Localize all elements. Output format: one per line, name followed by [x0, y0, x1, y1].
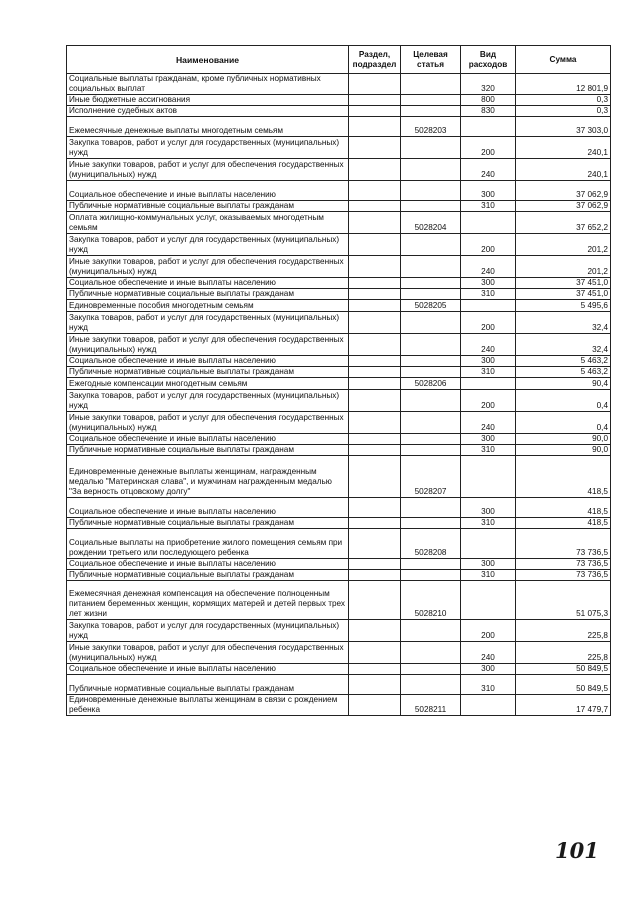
- cell-target: 5028203: [401, 117, 461, 137]
- cell-sum: 240,1: [516, 137, 611, 159]
- cell-sum: 201,2: [516, 256, 611, 278]
- cell-type: [461, 456, 516, 498]
- cell-type: 310: [461, 675, 516, 695]
- cell-sum: 12 801,9: [516, 74, 611, 95]
- cell-name: Оплата жилищно-коммунальных услуг, оказываемых многодетным семьям: [67, 212, 349, 234]
- cell-sum: 50 849,5: [516, 664, 611, 675]
- cell-sum: 5 463,2: [516, 367, 611, 378]
- cell-sum: 418,5: [516, 456, 611, 498]
- cell-name: Иные закупки товаров, работ и услуг для обеспечения государственных (муниципальных) нужд: [67, 159, 349, 181]
- cell-sum: 0,3: [516, 95, 611, 106]
- cell-name: Иные закупки товаров, работ и услуг для обеспечения государственных (муниципальных) нужд: [67, 642, 349, 664]
- cell-name: Социальное обеспечение и иные выплаты населению: [67, 559, 349, 570]
- cell-sum: 418,5: [516, 498, 611, 518]
- cell-target: [401, 278, 461, 289]
- cell-target: 5028206: [401, 378, 461, 390]
- cell-section: [349, 642, 401, 664]
- cell-type: 310: [461, 445, 516, 456]
- table-row: [67, 117, 611, 137]
- page-number: 101: [555, 838, 599, 863]
- cell-sum: 225,8: [516, 620, 611, 642]
- cell-section: [349, 518, 401, 529]
- table-row: [67, 201, 611, 212]
- cell-name: Публичные нормативные социальные выплаты гражданам: [67, 518, 349, 529]
- table-row: [67, 256, 611, 278]
- cell-section: [349, 456, 401, 498]
- header-target: Целевая статья: [401, 46, 461, 74]
- cell-target: [401, 356, 461, 367]
- cell-target: [401, 390, 461, 412]
- cell-section: [349, 559, 401, 570]
- cell-type: [461, 117, 516, 137]
- cell-type: 300: [461, 278, 516, 289]
- cell-name: Социальное обеспечение и иные выплаты населению: [67, 664, 349, 675]
- cell-sum: 90,0: [516, 445, 611, 456]
- cell-type: [461, 300, 516, 312]
- cell-target: [401, 106, 461, 117]
- cell-type: 310: [461, 201, 516, 212]
- cell-section: [349, 74, 401, 95]
- cell-sum: 37 652,2: [516, 212, 611, 234]
- table-row: [67, 664, 611, 675]
- cell-sum: 90,4: [516, 378, 611, 390]
- cell-section: [349, 356, 401, 367]
- cell-section: [349, 312, 401, 334]
- cell-target: [401, 181, 461, 201]
- cell-name: Публичные нормативные социальные выплаты гражданам: [67, 445, 349, 456]
- cell-section: [349, 378, 401, 390]
- table-row: [67, 445, 611, 456]
- cell-section: [349, 620, 401, 642]
- cell-name: Закупка товаров, работ и услуг для государственных (муниципальных) нужд: [67, 312, 349, 334]
- cell-name: Иные закупки товаров, работ и услуг для обеспечения государственных (муниципальных) нужд: [67, 334, 349, 356]
- cell-target: [401, 74, 461, 95]
- cell-target: [401, 518, 461, 529]
- cell-type: [461, 529, 516, 559]
- cell-target: [401, 445, 461, 456]
- cell-name: Социальное обеспечение и иные выплаты населению: [67, 498, 349, 518]
- cell-type: 200: [461, 312, 516, 334]
- cell-type: 300: [461, 498, 516, 518]
- cell-section: [349, 412, 401, 434]
- cell-name: Единовременные денежные выплаты женщинам, награжденным медалью "Материнская слава", и мужчинам награжденным медалью "За верность отцовскому долгу": [67, 456, 349, 498]
- cell-sum: 5 495,6: [516, 300, 611, 312]
- cell-sum: 37 303,0: [516, 117, 611, 137]
- table-row: [67, 675, 611, 695]
- cell-target: 5028210: [401, 581, 461, 620]
- table-row: [67, 581, 611, 620]
- cell-name: Закупка товаров, работ и услуг для государственных (муниципальных) нужд: [67, 137, 349, 159]
- table-row: [67, 289, 611, 300]
- cell-target: [401, 664, 461, 675]
- cell-section: [349, 106, 401, 117]
- cell-sum: 73 736,5: [516, 570, 611, 581]
- cell-section: [349, 445, 401, 456]
- cell-section: [349, 95, 401, 106]
- cell-type: 310: [461, 518, 516, 529]
- cell-section: [349, 234, 401, 256]
- table-row: [67, 559, 611, 570]
- cell-target: 5028207: [401, 456, 461, 498]
- cell-name: Закупка товаров, работ и услуг для государственных (муниципальных) нужд: [67, 620, 349, 642]
- table-row: [67, 412, 611, 434]
- cell-sum: 418,5: [516, 518, 611, 529]
- table-row: [67, 456, 611, 498]
- cell-section: [349, 664, 401, 675]
- cell-target: [401, 334, 461, 356]
- budget-table: [66, 45, 611, 716]
- cell-name: Закупка товаров, работ и услуг для государственных (муниципальных) нужд: [67, 234, 349, 256]
- cell-target: [401, 642, 461, 664]
- cell-name: Исполнение судебных актов: [67, 106, 349, 117]
- cell-target: [401, 498, 461, 518]
- table-row: [67, 620, 611, 642]
- cell-type: 240: [461, 159, 516, 181]
- cell-type: [461, 695, 516, 716]
- table-row: [67, 137, 611, 159]
- table-row: [67, 312, 611, 334]
- cell-name: Публичные нормативные социальные выплаты гражданам: [67, 570, 349, 581]
- cell-type: 300: [461, 559, 516, 570]
- cell-type: 300: [461, 664, 516, 675]
- cell-name: Социальное обеспечение и иные выплаты населению: [67, 181, 349, 201]
- cell-sum: 37 062,9: [516, 201, 611, 212]
- cell-sum: 73 736,5: [516, 529, 611, 559]
- cell-name: Иные закупки товаров, работ и услуг для обеспечения государственных (муниципальных) нужд: [67, 256, 349, 278]
- cell-target: 5028205: [401, 300, 461, 312]
- cell-sum: 37 062,9: [516, 181, 611, 201]
- cell-type: 240: [461, 412, 516, 434]
- cell-target: [401, 95, 461, 106]
- table-row: [67, 159, 611, 181]
- table-row: [67, 642, 611, 664]
- table-row: [67, 367, 611, 378]
- header-sum: Сумма: [516, 46, 611, 74]
- table-row: [67, 181, 611, 201]
- cell-name: Иные бюджетные ассигнования: [67, 95, 349, 106]
- cell-type: 310: [461, 570, 516, 581]
- cell-sum: 225,8: [516, 642, 611, 664]
- cell-section: [349, 695, 401, 716]
- cell-target: 5028204: [401, 212, 461, 234]
- header-name: Наименование: [67, 46, 349, 74]
- table-row: [67, 234, 611, 256]
- cell-target: 5028208: [401, 529, 461, 559]
- cell-target: [401, 201, 461, 212]
- table-row: [67, 74, 611, 95]
- cell-sum: 0,3: [516, 106, 611, 117]
- cell-target: [401, 367, 461, 378]
- cell-type: 240: [461, 642, 516, 664]
- cell-target: [401, 312, 461, 334]
- cell-section: [349, 498, 401, 518]
- cell-name: Публичные нормативные социальные выплаты гражданам: [67, 367, 349, 378]
- cell-type: 310: [461, 367, 516, 378]
- cell-sum: 32,4: [516, 312, 611, 334]
- cell-name: Ежегодные компенсации многодетным семьям: [67, 378, 349, 390]
- cell-target: [401, 675, 461, 695]
- cell-section: [349, 212, 401, 234]
- table-row: [67, 570, 611, 581]
- cell-target: [401, 234, 461, 256]
- cell-type: 240: [461, 334, 516, 356]
- cell-target: [401, 256, 461, 278]
- cell-name: Единовременные денежные выплаты женщинам в связи с рождением ребенка: [67, 695, 349, 716]
- cell-sum: 0,4: [516, 390, 611, 412]
- cell-type: 200: [461, 390, 516, 412]
- table-row: [67, 334, 611, 356]
- cell-type: 200: [461, 620, 516, 642]
- cell-section: [349, 300, 401, 312]
- cell-name: Закупка товаров, работ и услуг для государственных (муниципальных) нужд: [67, 390, 349, 412]
- cell-sum: 73 736,5: [516, 559, 611, 570]
- cell-name: Социальные выплаты на приобретение жилого помещения семьям при рождении третьего или последующего ребенка: [67, 529, 349, 559]
- cell-sum: 32,4: [516, 334, 611, 356]
- cell-sum: 37 451,0: [516, 289, 611, 300]
- table-row: [67, 518, 611, 529]
- cell-section: [349, 278, 401, 289]
- table-body: [67, 74, 611, 716]
- table-row: [67, 378, 611, 390]
- table-row: [67, 278, 611, 289]
- cell-name: Ежемесячная денежная компенсация на обеспечение полноценным питанием беременных женщин, кормящих матерей и детей первых трех лет жизни: [67, 581, 349, 620]
- cell-type: 200: [461, 137, 516, 159]
- cell-section: [349, 675, 401, 695]
- cell-section: [349, 529, 401, 559]
- cell-target: [401, 559, 461, 570]
- cell-type: [461, 378, 516, 390]
- table-header-row: [67, 46, 611, 74]
- cell-type: 300: [461, 181, 516, 201]
- cell-name: Единовременные пособия многодетным семьям: [67, 300, 349, 312]
- cell-sum: 0,4: [516, 412, 611, 434]
- cell-sum: 50 849,5: [516, 675, 611, 695]
- cell-name: Публичные нормативные социальные выплаты гражданам: [67, 201, 349, 212]
- cell-section: [349, 367, 401, 378]
- cell-target: [401, 412, 461, 434]
- cell-sum: 51 075,3: [516, 581, 611, 620]
- table-row: [67, 695, 611, 716]
- cell-name: Ежемесячные денежные выплаты многодетным семьям: [67, 117, 349, 137]
- cell-sum: 5 463,2: [516, 356, 611, 367]
- cell-sum: 17 479,7: [516, 695, 611, 716]
- cell-section: [349, 434, 401, 445]
- table-row: [67, 300, 611, 312]
- cell-sum: 201,2: [516, 234, 611, 256]
- cell-name: Иные закупки товаров, работ и услуг для обеспечения государственных (муниципальных) нужд: [67, 412, 349, 434]
- cell-type: 830: [461, 106, 516, 117]
- cell-section: [349, 137, 401, 159]
- cell-target: [401, 620, 461, 642]
- cell-type: 320: [461, 74, 516, 95]
- cell-name: Социальные выплаты гражданам, кроме публичных нормативных социальных выплат: [67, 74, 349, 95]
- table-row: [67, 212, 611, 234]
- table-row: [67, 498, 611, 518]
- cell-sum: 240,1: [516, 159, 611, 181]
- cell-target: 5028211: [401, 695, 461, 716]
- cell-name: Социальное обеспечение и иные выплаты населению: [67, 278, 349, 289]
- cell-section: [349, 117, 401, 137]
- cell-section: [349, 289, 401, 300]
- cell-type: 300: [461, 434, 516, 445]
- cell-section: [349, 201, 401, 212]
- cell-section: [349, 390, 401, 412]
- cell-type: [461, 581, 516, 620]
- cell-type: 800: [461, 95, 516, 106]
- cell-target: [401, 289, 461, 300]
- cell-name: Социальное обеспечение и иные выплаты населению: [67, 434, 349, 445]
- cell-section: [349, 256, 401, 278]
- header-type: Вид расходов: [461, 46, 516, 74]
- cell-target: [401, 434, 461, 445]
- budget-table-container: [66, 45, 610, 716]
- cell-target: [401, 137, 461, 159]
- cell-type: 300: [461, 356, 516, 367]
- cell-sum: 37 451,0: [516, 278, 611, 289]
- table-row: [67, 529, 611, 559]
- cell-section: [349, 159, 401, 181]
- cell-target: [401, 570, 461, 581]
- table-row: [67, 106, 611, 117]
- table-row: [67, 95, 611, 106]
- cell-section: [349, 570, 401, 581]
- cell-name: Социальное обеспечение и иные выплаты населению: [67, 356, 349, 367]
- cell-type: 240: [461, 256, 516, 278]
- header-section: Раздел, подраздел: [349, 46, 401, 74]
- cell-section: [349, 181, 401, 201]
- cell-sum: 90,0: [516, 434, 611, 445]
- cell-type: 310: [461, 289, 516, 300]
- cell-section: [349, 581, 401, 620]
- cell-type: 200: [461, 234, 516, 256]
- cell-type: [461, 212, 516, 234]
- table-row: [67, 434, 611, 445]
- cell-name: Публичные нормативные социальные выплаты гражданам: [67, 675, 349, 695]
- table-row: [67, 356, 611, 367]
- cell-target: [401, 159, 461, 181]
- cell-name: Публичные нормативные социальные выплаты гражданам: [67, 289, 349, 300]
- cell-section: [349, 334, 401, 356]
- table-row: [67, 390, 611, 412]
